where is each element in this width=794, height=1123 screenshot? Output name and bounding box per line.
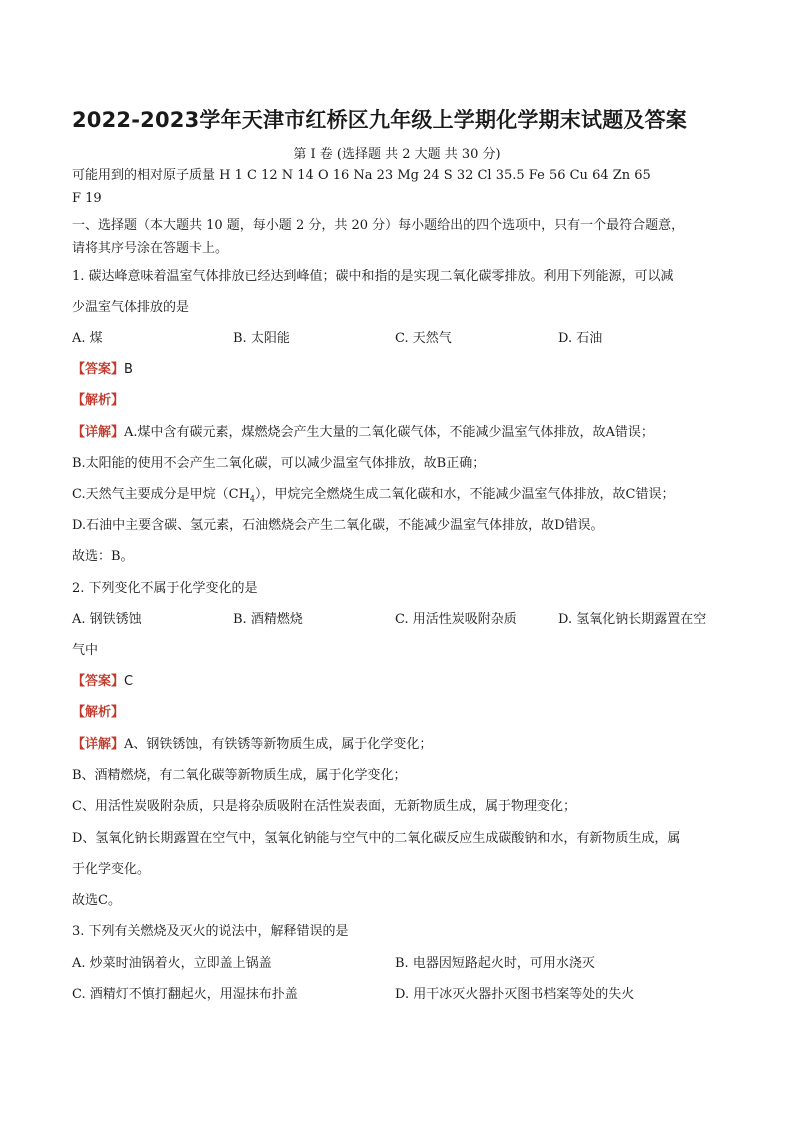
q1-option-a: A. 煤 [72, 331, 103, 346]
q3-option-a: A. 炒菜时油锅着火，立即盖上锅盖 [72, 956, 272, 971]
section-intro: 一、选择题（本大题共 10 题，每小题 2 分，共 20 分）每小题给出的四个选项中，只有一个最符合题意， [72, 218, 685, 233]
detail-text: ），甲烷完全燃烧生成二氧化碳和水，不能减少温室气体排放，故C错误； [255, 487, 675, 502]
q1-conclusion: 故选：B。 [72, 549, 134, 564]
detail-text: A、钢铁锈蚀，有铁锈等新物质生成，属于化学变化； [124, 737, 433, 752]
answer-tag: 【答案】 [72, 362, 125, 377]
atomic-mass-line-cont: F 19 [72, 191, 102, 206]
q3-stem: 3. 下列有关燃烧及灭火的说法中，解释错误的是 [72, 924, 349, 939]
q2-option-a: A. 钢铁锈蚀 [72, 612, 142, 627]
answer-tag: 【答案】 [72, 674, 125, 689]
q1-stem: 1. 碳达峰意味着温室气体排放已经达到峰值；碳中和指的是实现二氧化碳零排放。利用下列能源，可以减 [72, 269, 674, 284]
detail-text: C.天然气主要成分是甲烷（CH [72, 487, 250, 502]
q2-analysis-tag [72, 704, 722, 722]
section-intro-cont: 请将其序号涂在答题卡上。 [72, 241, 229, 256]
q1-analysis-tag [72, 392, 722, 410]
q1-detail-d: D.石油中主要含碳、氢元素，石油燃烧会产生二氧化碳，不能减少温室气体排放，故D错误。 [72, 518, 604, 533]
q1-detail-c [72, 486, 722, 509]
analysis-tag: 【解析】 [72, 705, 125, 720]
q1-option-b: B. 太阳能 [233, 331, 290, 346]
formula-subscript: 4 [249, 494, 255, 504]
q1-detail-b: B.太阳能的使用不会产生二氧化碳，可以减少温室气体排放，故B正确； [72, 456, 486, 471]
q1-detail-a [72, 424, 722, 442]
q2-option-c: C. 用活性炭吸附杂质 [395, 612, 517, 627]
detail-tag: 【详解】 [72, 737, 125, 752]
atomic-mass-line: 可能用到的相对原子质量 H 1 C 12 N 14 O 16 Na 23 Mg 24 S 32 Cl 35.5 Fe 56 Cu 64 Zn 65 [72, 168, 651, 183]
q3-option-d: D. 用干冰灭火器扑灭图书档案等处的失火 [395, 987, 635, 1002]
analysis-tag: 【解析】 [72, 393, 125, 408]
q2-detail-a [72, 736, 722, 754]
q2-detail-d: D、氢氧化钠长期露置在空气中，氢氧化钠能与空气中的二氧化碳反应生成碳酸钠和水，有新物质生成，属 [72, 831, 681, 846]
answer-value: B [124, 362, 133, 377]
q2-option-d: D. 氢氧化钠长期露置在空 [558, 612, 707, 627]
q2-detail-d-cont: 于化学变化。 [72, 862, 151, 877]
q2-detail-b: B、酒精燃烧，有二氧化碳等新物质生成，属于化学变化； [72, 768, 407, 783]
page-title: 2022-2023学年天津市红桥区九年级上学期化学期末试题及答案 [72, 108, 688, 132]
q2-option-d-cont: 气中 [72, 643, 99, 658]
q1-stem-cont: 少温室气体排放的是 [72, 300, 190, 315]
detail-text: A.煤中含有碳元素，煤燃烧会产生大量的二氧化碳气体，不能减少温室气体排放，故A错误； [124, 425, 654, 440]
q3-option-b: B. 电器因短路起火时，可用水浇灭 [395, 956, 595, 971]
answer-value: C [124, 674, 134, 689]
q2-stem: 2. 下列变化不属于化学变化的是 [72, 581, 258, 596]
q1-answer [72, 361, 722, 379]
q3-option-c: C. 酒精灯不慎打翻起火，用湿抹布扑盖 [72, 987, 298, 1002]
q1-option-c: C. 天然气 [395, 331, 452, 346]
detail-tag: 【详解】 [72, 425, 125, 440]
page-subtitle: 第 Ⅰ 卷 (选择题 共 2 大题 共 30 分) [293, 147, 501, 162]
q2-conclusion: 故选C。 [72, 893, 121, 908]
q2-detail-c: C、用活性炭吸附杂质，只是将杂质吸附在活性炭表面，无新物质生成，属于物理变化； [72, 799, 576, 814]
q1-option-d: D. 石油 [558, 331, 603, 346]
q2-answer [72, 673, 722, 691]
q2-option-b: B. 酒精燃烧 [233, 612, 303, 627]
